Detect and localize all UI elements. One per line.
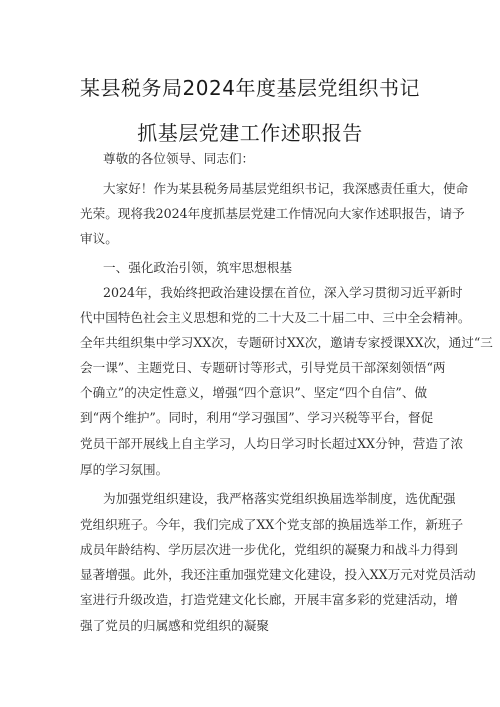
body-line: 到“两个维护”。同时，利用“学习强国”、学习兴税等平台，督促: [80, 410, 434, 425]
body-line: 2024年，我始终把政治建设摆在首位，深入学习贯彻习近平新时: [103, 285, 463, 300]
body-line: 厚的学习氛围。: [80, 462, 169, 477]
body-line: 党员干部开展线上自主学习，人均日学习时长超过XX分钟，营造了浓: [80, 436, 464, 451]
body-line: 室进行升级改造，打造党建文化长廊，开展丰富多彩的党建活动，增: [80, 592, 458, 607]
body-line: 为加强党组织建设，我严格落实党组织换届选举制度，选优配强: [103, 491, 456, 506]
body-line: 会一课”、主题党日、专题研讨等形式，引导党员干部深刻领悟“两: [80, 360, 446, 375]
body-line: 党组织班子。今年，我们完成了XX个党支部的换届选举工作，新班子: [80, 517, 464, 532]
body-line: 大家好！作为某县税务局基层党组织书记，我深感责任重大，使命: [103, 181, 469, 196]
body-line: 全年共组织集中学习XX次，专题研讨XX次，邀请专家授课XX次，通过“三: [80, 335, 493, 350]
document-title-line-2: 抓基层党建工作述职报告: [137, 121, 363, 145]
salutation: 尊敬的各位领导、同志们：: [103, 151, 255, 166]
section-heading: 一、强化政治引领，筑牢思想根基: [103, 260, 292, 275]
document-title-line-1: 某县税务局2024年度基层党组织书记: [80, 76, 420, 100]
body-line: 显著增强。此外，我还注重加强党建文化建设，投入XX万元对党员活动: [80, 567, 476, 582]
body-line: 光荣。现将我2024年度抓基层党建工作情况向大家作述职报告，请予: [80, 206, 465, 221]
body-line: 强了党员的归属感和党组织的凝聚: [80, 618, 269, 633]
body-line: 个确立”的决定性意义，增强“四个意识”、坚定“四个自信”、做: [80, 385, 428, 400]
body-line: 成员年龄结构、学历层次进一步优化，党组织的凝聚力和战斗力得到: [80, 542, 458, 557]
body-line: 代中国特色社会主义思想和党的二十大及二十届二中、三中全会精神。: [80, 310, 471, 325]
body-line: 审议。: [80, 231, 118, 246]
